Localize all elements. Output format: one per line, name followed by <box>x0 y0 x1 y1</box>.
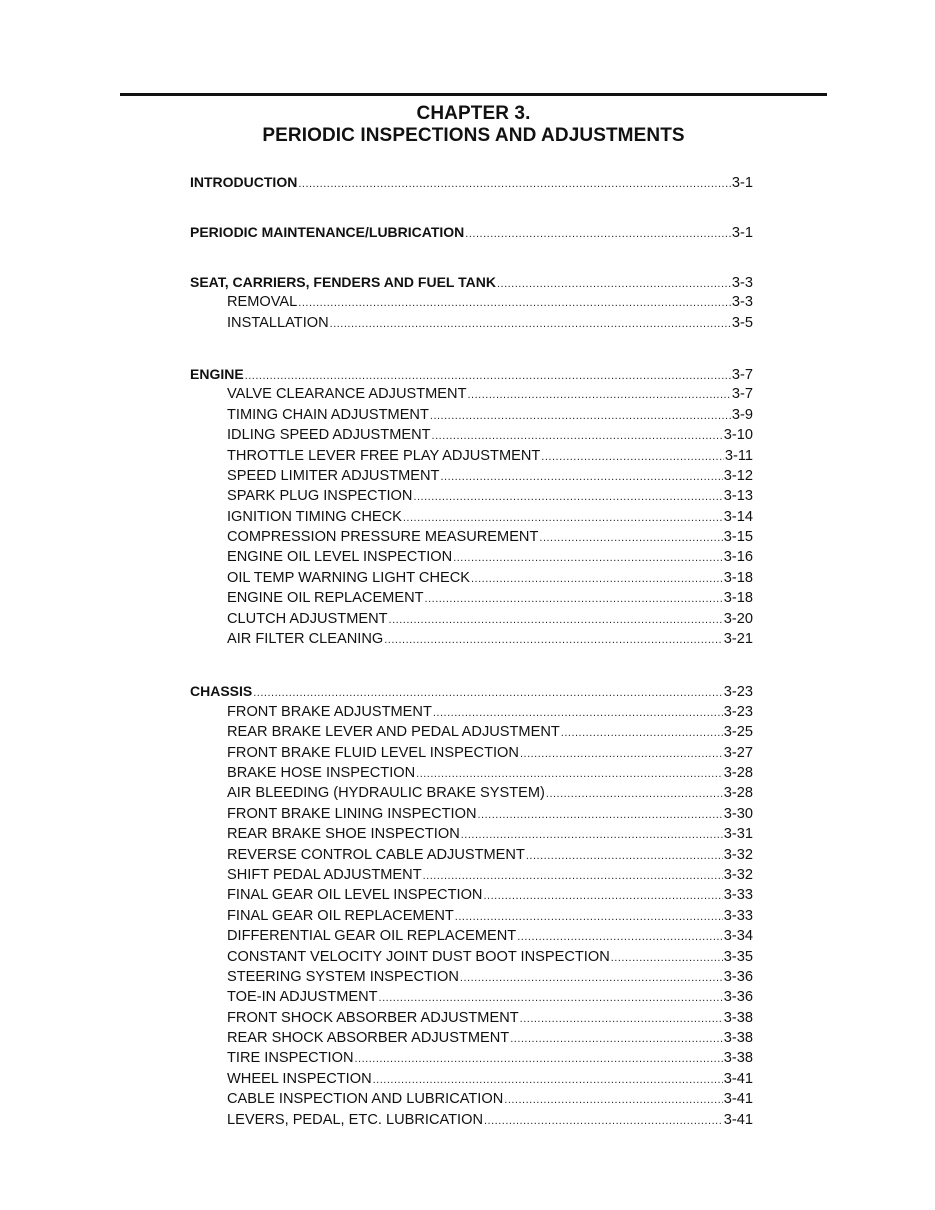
toc-page-number: 3-14 <box>723 508 753 525</box>
toc-item-label: SPARK PLUG INSPECTION <box>227 488 413 505</box>
dot-leader <box>611 952 723 964</box>
toc-page-number: 3-1 <box>731 175 753 191</box>
toc-item-label: LEVERS, PEDAL, ETC. LUBRICATION <box>227 1111 483 1128</box>
dot-leader <box>483 890 722 902</box>
toc-page-number: 3-38 <box>723 1050 753 1067</box>
toc-item <box>190 969 753 989</box>
toc-page-number: 3-11 <box>724 447 753 464</box>
toc-item-label: STEERING SYSTEM INSPECTION <box>227 968 459 985</box>
toc-page-number: 3-10 <box>723 427 753 444</box>
toc-item <box>190 427 753 447</box>
dot-leader <box>298 297 731 309</box>
toc-item <box>190 949 753 969</box>
toc-page-number: 3-31 <box>723 826 753 843</box>
toc-item <box>190 488 753 508</box>
toc-section-chassis <box>190 683 753 703</box>
toc-page-number: 3-33 <box>723 907 753 924</box>
toc-item-label: SPEED LIMITER ADJUSTMENT <box>227 467 440 484</box>
toc-item <box>190 1030 753 1050</box>
dot-leader <box>440 471 722 483</box>
dot-leader <box>432 430 723 442</box>
dot-leader <box>561 727 723 739</box>
toc-page-number: 3-1 <box>731 225 753 242</box>
toc-item <box>190 570 753 590</box>
toc-item <box>190 386 753 406</box>
toc-section-introduction <box>190 174 753 194</box>
dot-leader <box>455 911 723 923</box>
toc-item-label: FRONT SHOCK ABSORBER ADJUSTMENT <box>227 1009 519 1026</box>
dot-leader <box>453 552 723 564</box>
toc-item <box>190 509 753 529</box>
toc-item <box>190 611 753 631</box>
toc-item-label: FRONT BRAKE LINING INSPECTION <box>227 805 477 822</box>
toc-item-label: ENGINE OIL REPLACEMENT <box>227 590 424 607</box>
toc-page-number: 3-7 <box>731 386 753 403</box>
dot-leader <box>379 992 723 1004</box>
toc-page-number: 3-21 <box>723 631 753 648</box>
toc-item-label: BRAKE HOSE INSPECTION <box>227 764 416 781</box>
toc-item-label: REAR SHOCK ABSORBER ADJUSTMENT <box>227 1030 510 1047</box>
toc-item <box>190 785 753 805</box>
dot-leader <box>504 1094 723 1106</box>
toc-page-number: 3-38 <box>723 1009 753 1026</box>
dot-leader <box>460 972 723 984</box>
toc-item <box>190 1091 753 1111</box>
toc-page-number: 3-32 <box>723 866 753 883</box>
toc-item-label: DIFFERENTIAL GEAR OIL REPLACEMENT <box>227 928 517 945</box>
toc-item <box>190 765 753 785</box>
toc-item-label: WHEEL INSPECTION <box>227 1070 372 1087</box>
chapter-heading <box>120 103 827 147</box>
dot-leader <box>465 228 731 240</box>
chapter-number: CHAPTER 3. <box>416 103 531 124</box>
toc-section-label: SEAT, CARRIERS, FENDERS AND FUEL TANK <box>190 273 496 290</box>
toc-item-label: CLUTCH ADJUSTMENT <box>227 610 388 627</box>
toc-page-number: 3-13 <box>723 488 753 505</box>
dot-leader <box>433 707 723 719</box>
toc-item <box>190 887 753 907</box>
toc-section-label: CHASSIS <box>190 683 253 700</box>
toc-item <box>190 724 753 744</box>
dot-leader <box>403 512 723 524</box>
toc-page-number: 3-41 <box>723 1070 753 1087</box>
dot-leader <box>497 278 731 290</box>
toc-page-number: 3-7 <box>731 366 753 383</box>
table-of-contents <box>190 174 753 1132</box>
toc-item <box>190 1071 753 1091</box>
dot-leader <box>384 634 723 646</box>
toc-item <box>190 806 753 826</box>
toc-page-number: 3-23 <box>723 684 753 701</box>
dot-leader <box>484 1115 723 1127</box>
header-rule <box>120 93 827 96</box>
toc-item-label: AIR FILTER CLEANING <box>227 631 384 648</box>
dot-leader <box>253 687 723 699</box>
dot-leader <box>510 1033 723 1045</box>
toc-item-label: OIL TEMP WARNING LIGHT CHECK <box>227 569 470 586</box>
toc-page-number: 3-18 <box>723 590 753 607</box>
toc-page-number: 3-25 <box>723 724 753 741</box>
toc-item <box>190 407 753 427</box>
dot-leader <box>430 410 731 422</box>
toc-item-label: TIRE INSPECTION <box>227 1050 354 1067</box>
toc-page-number: 3-34 <box>723 928 753 945</box>
toc-page-number: 3-30 <box>723 805 753 822</box>
toc-page-number: 3-3 <box>731 294 753 311</box>
dot-leader <box>546 788 723 800</box>
toc-item <box>190 529 753 549</box>
dot-leader <box>541 451 724 463</box>
toc-item <box>190 1010 753 1030</box>
toc-item-label: COMPRESSION PRESSURE MEASUREMENT <box>227 529 539 546</box>
dot-leader <box>520 1013 723 1025</box>
toc-item-label: CONSTANT VELOCITY JOINT DUST BOOT INSPECTION <box>227 948 610 965</box>
toc-page-number: 3-28 <box>723 785 753 802</box>
toc-item <box>190 989 753 1009</box>
dot-leader <box>413 491 722 503</box>
toc-item <box>190 448 753 468</box>
toc-page-number: 3-28 <box>723 764 753 781</box>
toc-item <box>190 826 753 846</box>
dot-leader <box>355 1053 723 1065</box>
toc-section-maintenance <box>190 224 753 244</box>
toc-page-number: 3-16 <box>723 549 753 566</box>
dot-leader <box>416 768 723 780</box>
toc-page-number: 3-5 <box>731 314 753 331</box>
toc-page-number: 3-41 <box>723 1111 753 1128</box>
toc-item-label: AIR BLEEDING (HYDRAULIC BRAKE SYSTEM) <box>227 785 545 802</box>
toc-page-number: 3-20 <box>723 610 753 627</box>
toc-item <box>190 294 753 314</box>
toc-item <box>190 1050 753 1070</box>
toc-page-number: 3-9 <box>731 406 753 423</box>
dot-leader <box>330 318 731 330</box>
toc-item <box>190 928 753 948</box>
toc-page-number: 3-18 <box>723 569 753 586</box>
toc-item <box>190 315 753 335</box>
toc-section-label: ENGINE <box>190 365 244 382</box>
toc-item <box>190 590 753 610</box>
toc-item-label: REVERSE CONTROL CABLE ADJUSTMENT <box>227 846 525 863</box>
toc-page-number: 3-23 <box>723 703 753 720</box>
dot-leader <box>425 593 723 605</box>
toc-item-label: REMOVAL <box>227 294 298 311</box>
toc-item <box>190 704 753 724</box>
toc-item-label: REAR BRAKE SHOE INSPECTION <box>227 826 460 843</box>
dot-leader <box>468 389 731 401</box>
dot-leader <box>526 850 723 862</box>
toc-item-label: TOE-IN ADJUSTMENT <box>227 989 378 1006</box>
toc-item-label: REAR BRAKE LEVER AND PEDAL ADJUSTMENT <box>227 724 560 741</box>
toc-item-label: ENGINE OIL LEVEL INSPECTION <box>227 549 453 566</box>
toc-item <box>190 631 753 651</box>
chapter-title: PERIODIC INSPECTIONS AND ADJUSTMENTS <box>262 125 685 146</box>
dot-leader <box>461 829 723 841</box>
toc-item-label: TIMING CHAIN ADJUSTMENT <box>227 406 429 423</box>
toc-item-label: THROTTLE LEVER FREE PLAY ADJUSTMENT <box>227 447 541 464</box>
toc-item-label: INSTALLATION <box>227 314 329 331</box>
toc-page-number: 3-35 <box>723 948 753 965</box>
toc-item <box>190 549 753 569</box>
toc-section-engine <box>190 366 753 386</box>
toc-item-label: FRONT BRAKE ADJUSTMENT <box>227 703 432 720</box>
dot-leader <box>477 809 722 821</box>
toc-item-label: FRONT BRAKE FLUID LEVEL INSPECTION <box>227 744 519 761</box>
dot-leader <box>471 573 723 585</box>
toc-item <box>190 1112 753 1132</box>
toc-page-number: 3-36 <box>723 989 753 1006</box>
toc-item <box>190 745 753 765</box>
toc-item-label: FINAL GEAR OIL REPLACEMENT <box>227 907 454 924</box>
toc-item-label: IDLING SPEED ADJUSTMENT <box>227 427 431 444</box>
toc-page-number: 3-27 <box>723 744 753 761</box>
toc-page-number: 3-38 <box>723 1030 753 1047</box>
toc-item <box>190 908 753 928</box>
dot-leader <box>245 370 731 382</box>
dot-leader <box>298 178 731 190</box>
toc-section-label: PERIODIC MAINTENANCE/LUBRICATION <box>190 224 465 241</box>
dot-leader <box>520 748 723 760</box>
toc-page-number: 3-12 <box>723 467 753 484</box>
toc-page-number: 3-3 <box>731 274 753 291</box>
toc-page-number: 3-41 <box>723 1091 753 1108</box>
dot-leader <box>423 870 723 882</box>
toc-section-seat <box>190 274 753 294</box>
toc-item-label: SHIFT PEDAL ADJUSTMENT <box>227 866 422 883</box>
toc-page-number: 3-36 <box>723 968 753 985</box>
toc-item-label: VALVE CLEARANCE ADJUSTMENT <box>227 386 467 403</box>
toc-item-label: IGNITION TIMING CHECK <box>227 508 402 525</box>
dot-leader <box>389 614 723 626</box>
toc-item <box>190 468 753 488</box>
toc-section-label: INTRODUCTION <box>190 174 298 190</box>
toc-item <box>190 847 753 867</box>
toc-page-number: 3-15 <box>723 529 753 546</box>
toc-item-label: CABLE INSPECTION AND LUBRICATION <box>227 1091 504 1108</box>
toc-page-number: 3-32 <box>723 846 753 863</box>
toc-item-label: FINAL GEAR OIL LEVEL INSPECTION <box>227 887 483 904</box>
dot-leader <box>373 1074 723 1086</box>
dot-leader <box>517 931 723 943</box>
dot-leader <box>539 532 722 544</box>
toc-item <box>190 867 753 887</box>
toc-page-number: 3-33 <box>723 887 753 904</box>
